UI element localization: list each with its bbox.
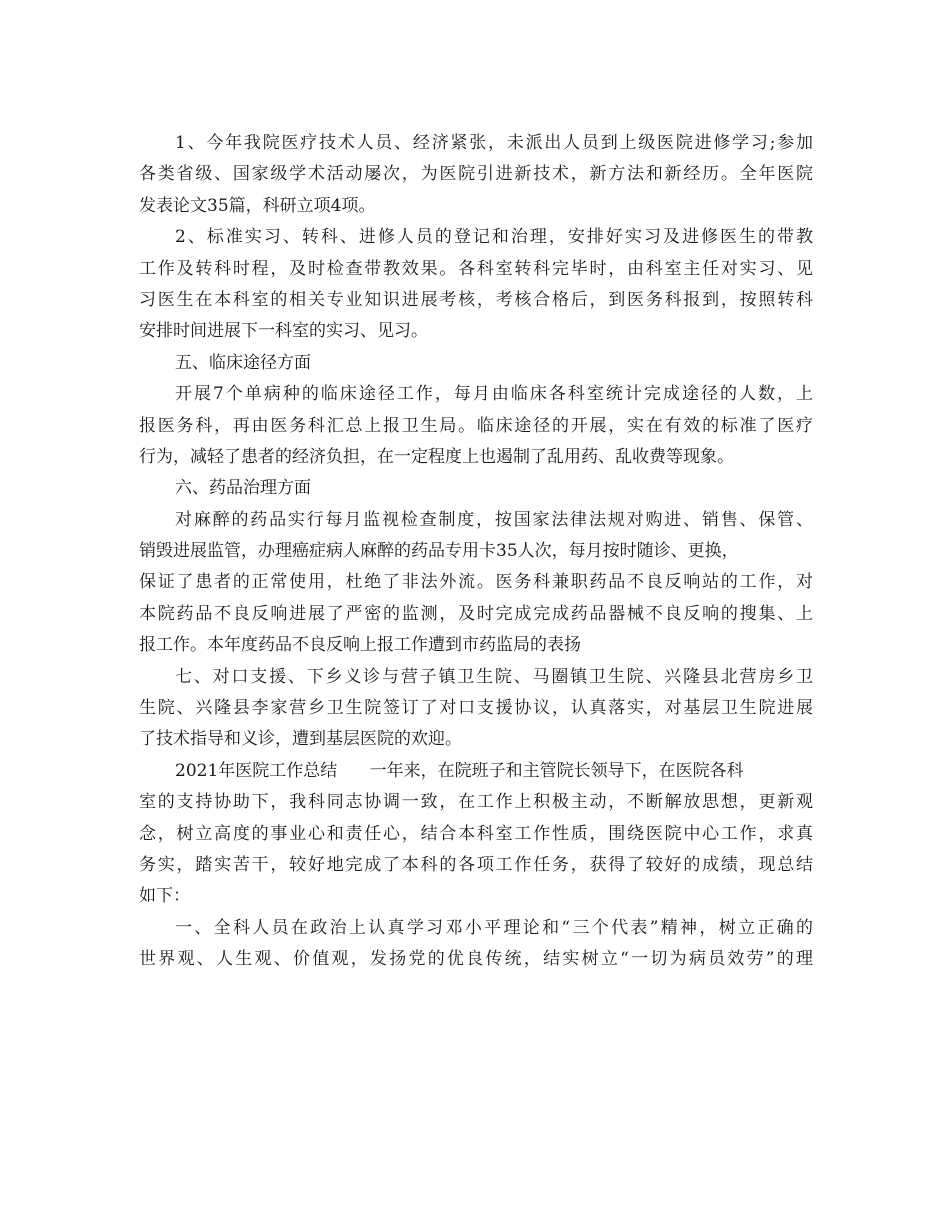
text-line: 了技术指导和义诊，遭到基层医院的欢迎。 <box>139 729 462 750</box>
text-line: 发表论文35篇，科研立项4项。 <box>139 195 376 216</box>
text-line: 世界观、人生观、价值观，发扬党的优良传统，结实树立“一切为病员效劳”的理 <box>139 949 813 970</box>
text-line: 工作及转科时程，及时检查带教效果。各科室转科完毕时，由科室主任对实习、见 <box>139 258 813 279</box>
text-line: 安排时间进展下一科室的实习、见习。 <box>139 321 428 342</box>
text-line: 对麻醉的药品实行每月监视检查制度，按国家法律法规对购进、销售、保管、 <box>175 509 813 530</box>
text-line: 一、全科人员在政治上认真学习邓小平理论和“三个代表”精神，树立正确的 <box>175 917 813 938</box>
text-line: 七、对口支援、下乡义诊与营子镇卫生院、马圈镇卫生院、兴隆县北营房乡卫 <box>175 666 813 687</box>
text-line: 2021年医院工作总结 一年来，在院班子和主管院长领导下，在医院各科 <box>175 760 744 781</box>
text-line: 室的支持协助下，我科同志协调一致，在工作上积极主动，不断解放思想，更新观 <box>139 792 813 813</box>
text-line: 各类省级、国家级学术活动屡次，为医院引进新技术，新方法和新经历。全年医院 <box>139 164 813 185</box>
text-line: 务实，踏实苦干，较好地完成了本科的各项工作任务，获得了较好的成绩，现总结 <box>139 854 813 875</box>
text-line: 如下： <box>139 886 190 907</box>
document-body <box>139 128 813 976</box>
text-line: 念，树立高度的事业心和责任心，结合本科室工作性质，围绕医院中心工作，求真 <box>139 823 813 844</box>
text-line: 1、今年我院医疗技术人员、经济紧张，未派出人员到上级医院进修学习;参加 <box>175 133 813 153</box>
text-line: 保证了患者的正常使用，杜绝了非法外流。医务科兼职药品不良反响站的工作，对 <box>139 572 813 593</box>
text-line: 销毁进展监管，办理癌症病人麻醉的药品专用卡35人次，每月按时随诊、更换， <box>139 541 739 562</box>
text-line: 报医务科，再由医务科汇总上报卫生局。临床途径的开展，实在有效的标准了医疗 <box>139 415 813 436</box>
text-line: 开展7个单病种的临床途径工作，每月由临床各科室统计完成途径的人数，上 <box>175 384 813 405</box>
text-line: 2、标准实习、转科、进修人员的登记和治理，安排好实习及进修医生的带教 <box>175 227 813 248</box>
text-line: 五、临床途径方面 <box>175 352 311 373</box>
text-line: 六、药品治理方面 <box>175 478 311 499</box>
text-line: 本院药品不良反响进展了严密的监测，及时完成完成药品器械不良反响的搜集、上 <box>139 603 813 624</box>
text-line: 习医生在本科室的相关专业知识进展考核，考核合格后，到医务科报到，按照转科 <box>139 289 813 310</box>
text-line: 生院、兴隆县李家营乡卫生院签订了对口支援协议，认真落实，对基层卫生院进展 <box>139 698 813 719</box>
text-line: 报工作。本年度药品不良反响上报工作遭到市药监局的表扬 <box>139 635 581 656</box>
text-line: 行为，减轻了患者的经济负担，在一定程度上也遏制了乱用药、乱收费等现象。 <box>139 446 734 467</box>
